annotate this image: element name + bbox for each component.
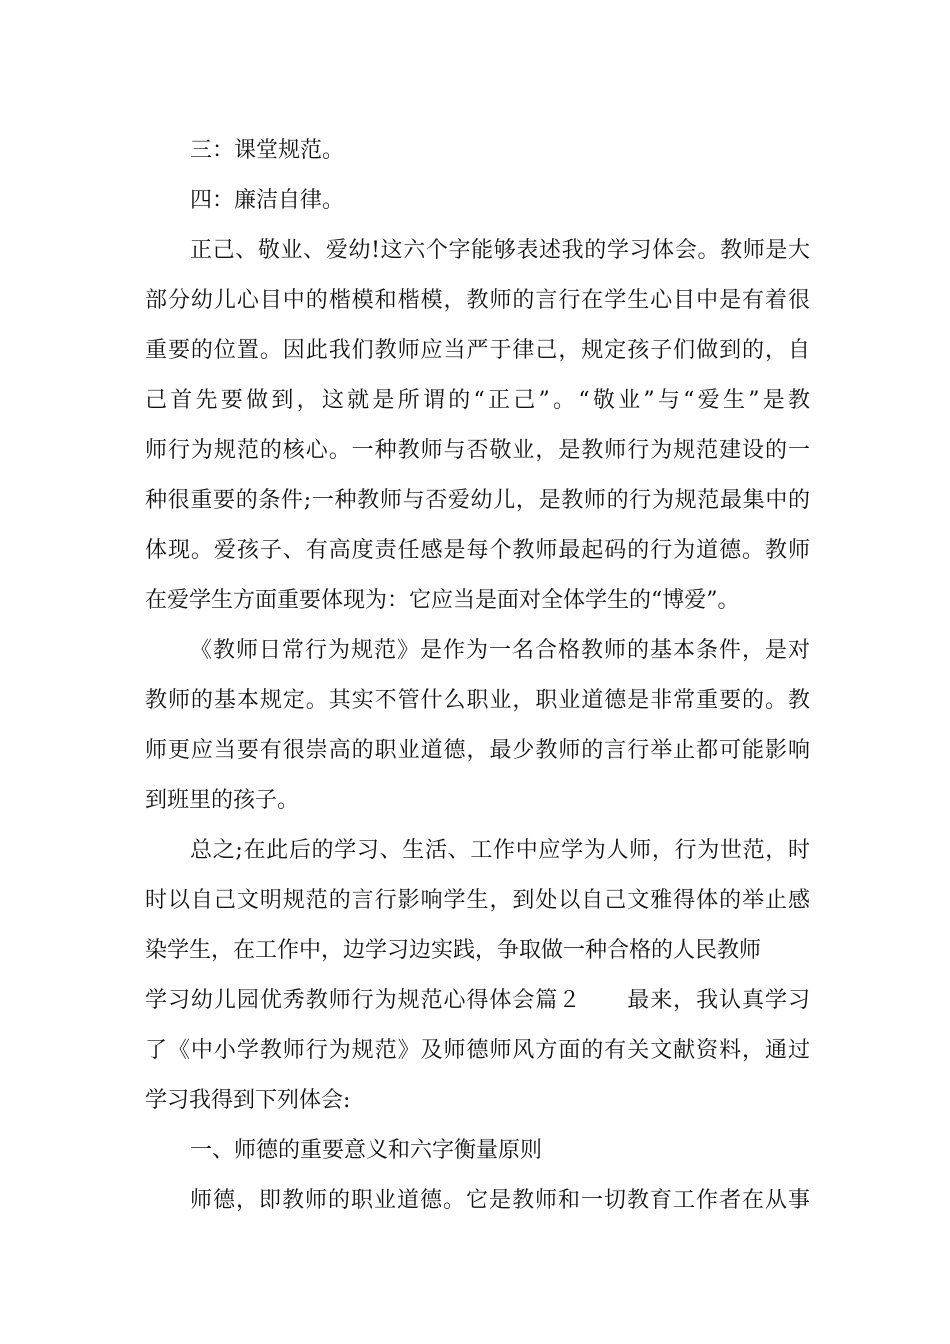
text-line: 三：课堂规范。 bbox=[190, 138, 345, 163]
text-line: 教师的基本规定。其实不管什么职业，职业道德是非常重要的。教 bbox=[145, 688, 810, 713]
text-line: 了《中小学教师行为规范》及师德师风方面的有关文献资料，通过 bbox=[145, 1038, 810, 1063]
text-line: 正己、敬业、爱幼!这六个字能够表述我的学习体会。教师是大 bbox=[190, 238, 810, 263]
text-line: 时以自己文明规范的言行影响学生，到处以自己文雅得体的举止感 bbox=[145, 888, 810, 913]
section-heading: 一、师德的重要意义和六字衡量原则 bbox=[190, 1138, 543, 1163]
text-line: 种很重要的条件;一种教师与否爱幼儿，是教师的行为规范最集中的 bbox=[145, 488, 810, 513]
text-line: 学习我得到下列体会: bbox=[145, 1088, 351, 1113]
text-line: 《教师日常行为规范》是作为一名合格教师的基本条件，是对 bbox=[190, 638, 810, 663]
text-line: 学习幼儿园优秀教师行为规范心得体会篇２ 最来，我认真学习 bbox=[145, 988, 810, 1013]
text-line: 师更应当要有很崇高的职业道德，最少教师的言行举止都可能影响 bbox=[145, 738, 810, 763]
text-line: 体现。爱孩子、有高度责任感是每个教师最起码的行为道德。教师 bbox=[145, 538, 810, 563]
text-line: 师行为规范的核心。一种教师与否敬业，是教师行为规范建设的一 bbox=[145, 438, 810, 463]
text-line: 部分幼儿心目中的楷模和楷模，教师的言行在学生心目中是有着很 bbox=[145, 288, 810, 313]
text-line: 总之;在此后的学习、生活、工作中应学为人师，行为世范，时 bbox=[190, 838, 810, 863]
text-line: 己首先要做到，这就是所谓的“正己”。“敬业”与“爱生”是教 bbox=[145, 388, 810, 413]
text-line: 四：廉洁自律。 bbox=[190, 188, 345, 213]
text-line: 师德，即教师的职业道德。它是教师和一切教育工作者在从事 bbox=[190, 1188, 810, 1213]
text-line: 染学生，在工作中，边学习边实践，争取做一种合格的人民教师 bbox=[145, 938, 762, 963]
text-line: 重要的位置。因此我们教师应当严于律己，规定孩子们做到的，自 bbox=[145, 338, 810, 363]
text-line: 在爱学生方面重要体现为：它应当是面对全体学生的“博爱”。 bbox=[145, 588, 740, 613]
text-line: 到班里的孩子。 bbox=[145, 788, 300, 813]
